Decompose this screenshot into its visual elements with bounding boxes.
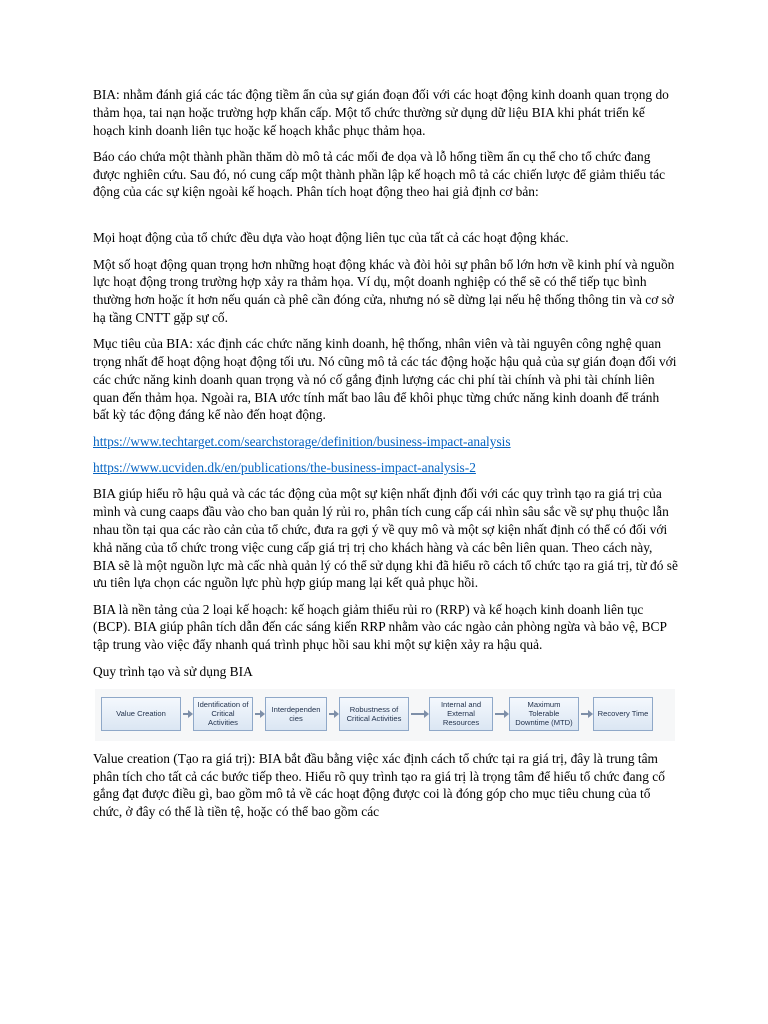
paragraph-process-heading: Quy trình tạo và sử dụng BIA [93, 663, 253, 679]
document-page [93, 86, 678, 830]
paragraph-report-components: Báo cáo chứa một thành phần thăm dò mô tả các mối đe dọa và lỗ hổng tiềm ẩn cụ thể cho tổ chức đang được nghiên cứu. Sau đó, nó cung cấp một thành phần lập kế hoạch mô tả các chiến lược để giảm thiểu tác động của các sự kiện ngoài kế hoạch. Phân tích hoạt động theo hai giả định cơ bản: [93, 148, 666, 200]
flow-step-value-creation: Value Creation [101, 697, 181, 731]
flow-step-mtd: Maximum Tolerable Downtime (MTD) [509, 697, 579, 731]
flow-step-recovery-time: Recovery Time [593, 697, 653, 731]
link-techtarget[interactable]: https://www.techtarget.com/searchstorage/definition/business-impact-analysis [93, 433, 511, 449]
paragraph-bia-definition: BIA: nhằm đánh giá các tác động tiềm ẩn của sự gián đoạn đối với các hoạt động kinh doanh quan trọng do thảm họa, tai nạn hoặc trường hợp khẩn cấp. Một tổ chức thường sử dụng dữ liệu BIA khi phát triển kế hoạch kinh doanh liên tục hoặc kế hoạch khắc phục thảm họa. [93, 87, 669, 138]
flow-step-resources: Internal and External Resources [429, 697, 493, 731]
flow-arrow [581, 713, 591, 715]
flow-arrow [411, 713, 427, 715]
bia-process-diagram [95, 689, 675, 741]
flow-arrow [495, 713, 507, 715]
flow-step-robustness: Robustness of Critical Activities [339, 697, 409, 731]
link-ucviden[interactable]: https://www.ucviden.dk/en/publications/the-business-impact-analysis-2 [93, 460, 476, 476]
paragraph-assumption-2: Một số hoạt động quan trọng hơn những hoạt động khác và đòi hỏi sự phân bổ lớn hơn về kinh phí và nguồn lực hoạt động trong trường hợp xảy ra thảm họa. Ví dụ, một doanh nghiệp có thể sẽ có thể tiếp tục bình thường hơn hoặc ít hơn nếu quán cà phê cần đóng cửa, nhưng nó sẽ dừng lại nếu hệ thống thông tin và cơ sở hạ tầng CNTT gặp sự cố. [93, 256, 675, 325]
paragraph-bia-foundation: BIA là nền tảng của 2 loại kế hoạch: kế hoạch giảm thiểu rủi ro (RRP) và kế hoạch kinh doanh liên tục (BCP). BIA giúp phân tích dẫn đến các sáng kiến RRP nhằm vào các ngào cản phòng ngừa và bảo vệ, BCP tập trung vào việc đẩy nhanh quá trình phục hồi sau khi một sự kiện xảy ra hậu quả. [93, 601, 667, 653]
flow-step-identification: Identification of Critical Activities [193, 697, 253, 731]
flow-arrow [329, 713, 337, 715]
paragraph-assumption-1: Mọi hoạt động của tổ chức đều dựa vào hoạt động liên tục của tất cả các hoạt động khác. [93, 230, 569, 246]
paragraph-value-creation: Value creation (Tạo ra giá trị): BIA bắt đầu bằng việc xác định cách tổ chức tại ra giá trị, đây là trung tâm phân tích cho tất cả các bước tiếp theo. Hiểu rõ quy trình tạo ra giá trị là trọng tâm để hiểu tổ chức đang cố gắng đạt được điều gì, bao gồm mô tả về các hoạt động được coi là đóng góp cho mục tiêu chung của tổ chức, ở đây có thể là tiền tệ, hoặc có thể bao gồm các [93, 750, 665, 820]
flow-step-interdependencies: Interdependen cies [265, 697, 327, 731]
flow-arrow [255, 713, 263, 715]
paragraph-bia-benefits: BIA giúp hiểu rõ hậu quả và các tác động của một sự kiện nhất định đối với các quy trình tạo ra giá trị của mình và cung caaps đầu vào cho ban quản lý rủi ro, phân tích cung cấp cái nhìn sâu sắc về sự phụ thuộc lẫn nhau tồn tại qua các rào cản của tổ chức, đưa ra gợi ý về quy mô và một sợ kiện nhất định có thể có đối với khả năng của tổ chức trong việc cung cấp giá trị trị cho khách hàng và các bên liên quan. Theo cách này, BIA sẽ là một nguồn lực mà cấc nhà quản lý có thể sử dụng khi đã hiểu rõ cách tổ chức tạo ra giá trị, từ đó sẽ ưu tiên lựa chọn các nguồn lực phù hợp giúp mang lại kết quả phục hồi. [93, 486, 678, 591]
flow-arrow [183, 713, 191, 715]
paragraph-bia-objective: Mục tiêu của BIA: xác định các chức năng kinh doanh, hệ thống, nhân viên và tài nguyên công nghệ quan trọng nhất để hoạt động hoạt động tối ưu. Nó cũng mô tả các tác động hoặc hậu quả của sự gián đoạn đối với các chức năng kinh doanh quan trọng và nó cố gắng định lượng các chi phí tài chính và phi tài chính liên quan đến thảm họa. Ngoài ra, BIA ước tính mất bao lâu để khôi phục từng chức năng kinh doanh để tránh bất kỳ tác động đáng kể nào đến hoạt động. [93, 336, 677, 423]
